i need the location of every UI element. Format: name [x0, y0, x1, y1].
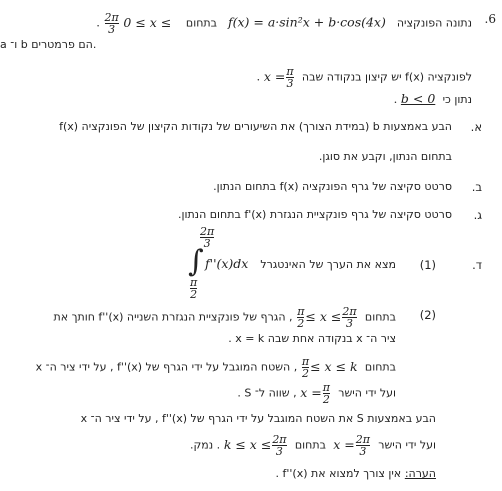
part-c-text: סרטט סקיצה של גרף פונקציית הנגזרת f'(x) בתחום הנתון. [177, 208, 452, 221]
d2-line-d [0, 382, 396, 405]
integral-symbol: ∫ [188, 244, 204, 279]
line-word: ועל ידי הישר [338, 386, 396, 400]
two-pi-over-3 [356, 434, 370, 457]
line-expression [300, 381, 331, 406]
d2-line-f [0, 434, 436, 457]
extremum-text: לפונקציה f(x) יש קיצון בנקודה שבה [301, 70, 472, 84]
lower-numerator: π [190, 276, 198, 289]
domain-word: בתחום [185, 16, 217, 30]
line-word: ועל ידי הישר [378, 438, 436, 452]
sub-2-label: (2) [419, 308, 436, 322]
parameters-line: a ו־ b הם פרמטרים. [0, 38, 97, 51]
area-description: , השטח המוגבל על ידי הגרף של f''(x) , על ידי ציר ה־ x [35, 360, 298, 374]
domain-fraction [105, 12, 119, 35]
part-c-label: .ג [473, 208, 482, 222]
range-inequality: ≤ x ≤ k [310, 358, 358, 374]
x-equals: x = [300, 384, 322, 400]
question-number: .6 [484, 12, 496, 26]
d2-line-c [0, 356, 396, 379]
fraction-denominator: 3 [345, 317, 353, 330]
fraction-denominator: 2 [301, 367, 309, 380]
equals-s: , שווה ל־ S . [237, 386, 297, 400]
intro-line [96, 12, 472, 35]
given-text: נתון כי [442, 93, 472, 106]
fraction-numerator: 2π [355, 433, 370, 446]
period: . [393, 92, 398, 106]
range-inequality: ≤ x ≤ [305, 308, 342, 324]
upper-numerator: 2π [200, 225, 215, 238]
fraction-denominator: 2 [322, 393, 330, 406]
integral-question: מצא את הערך של האינטגרל [260, 258, 396, 271]
two-pi-over-3 [272, 434, 286, 457]
fraction-numerator: π [322, 381, 330, 394]
x-equals: x = [263, 68, 286, 84]
extremum-expression [263, 65, 295, 90]
integral-lower-limit [190, 277, 197, 300]
part-a-label: .א [470, 120, 482, 134]
function-definition: f(x) = a·sin²x + b·cos(4x) [227, 14, 386, 30]
fraction-numerator: π [301, 355, 310, 368]
range-word: בתחום [294, 438, 326, 452]
range-tail: , הגרף של פונקציית הנגזרת השנייה f''(x) חותך את [53, 310, 293, 324]
part-a-text: הבע באמצעות b (במידת הצורך) את השיעורים של נקודות הקיצון של הפונקציה f(x) [59, 120, 452, 133]
explain: . נמק. [189, 438, 221, 452]
fraction-numerator: 2π [272, 433, 287, 446]
fraction-denominator: 3 [108, 23, 116, 36]
range-expression [301, 355, 358, 380]
part-a-text-cont: בתחום הנתון, וקבע את סוגן. [318, 150, 452, 163]
note-text: אין צורך למצוא את f''(x) . [275, 467, 402, 480]
d2-line-a [0, 306, 396, 329]
d2-line-e: הבע באמצעות S את השטח המוגבל על ידי הגרף של f''(x) , על ידי ציר ה־ x [80, 412, 436, 425]
x-equals: x = [333, 436, 355, 452]
range-inequality: k ≤ x ≤ [223, 436, 272, 452]
given-line [0, 92, 472, 107]
domain-expression [100, 11, 175, 36]
fraction-numerator: π [286, 65, 294, 78]
part-b-label: .ב [471, 180, 482, 194]
fraction-denominator: 3 [275, 445, 283, 458]
integrand: f''(x)dx [205, 256, 249, 271]
sub-1-label: (1) [419, 258, 436, 272]
part-b-text: סרטט סקיצה של גרף הפונקציה f(x) בתחום הנתון. [213, 180, 452, 193]
fraction-numerator: 2π [342, 305, 357, 318]
two-pi-over-3 [342, 306, 356, 329]
d2-line-b: ציר ה־ x בנקודה אחת שבה x = k . [228, 332, 396, 345]
range-word: בתחום [364, 360, 396, 374]
lower-denominator: 2 [190, 288, 198, 301]
fraction-denominator: 3 [359, 445, 367, 458]
fraction-denominator: 2 [297, 317, 305, 330]
intro-text: נתונה הפונקציה [396, 16, 472, 30]
fraction-numerator: π [297, 305, 305, 318]
pi-over-2 [323, 382, 330, 405]
range-word: בתחום [364, 310, 396, 324]
upper-denominator: 3 [203, 237, 211, 250]
extremum-line [0, 66, 472, 89]
fraction-denominator: 3 [286, 77, 294, 90]
line-expression [333, 433, 371, 458]
b-condition: b < 0 [400, 91, 436, 106]
period: . [96, 15, 100, 30]
domain-inequality: 0 ≤ x ≤ [123, 14, 172, 30]
part-d-label: .ד [472, 258, 482, 272]
pi-over-3 [286, 66, 293, 89]
range-expression [296, 305, 357, 330]
note-line [0, 466, 436, 481]
fraction-numerator: 2π [104, 11, 119, 24]
period: . [256, 69, 261, 84]
range-expression [223, 433, 288, 458]
pi-over-2 [297, 306, 304, 329]
pi-over-2 [302, 356, 309, 379]
note-label: הערה: [404, 467, 436, 480]
